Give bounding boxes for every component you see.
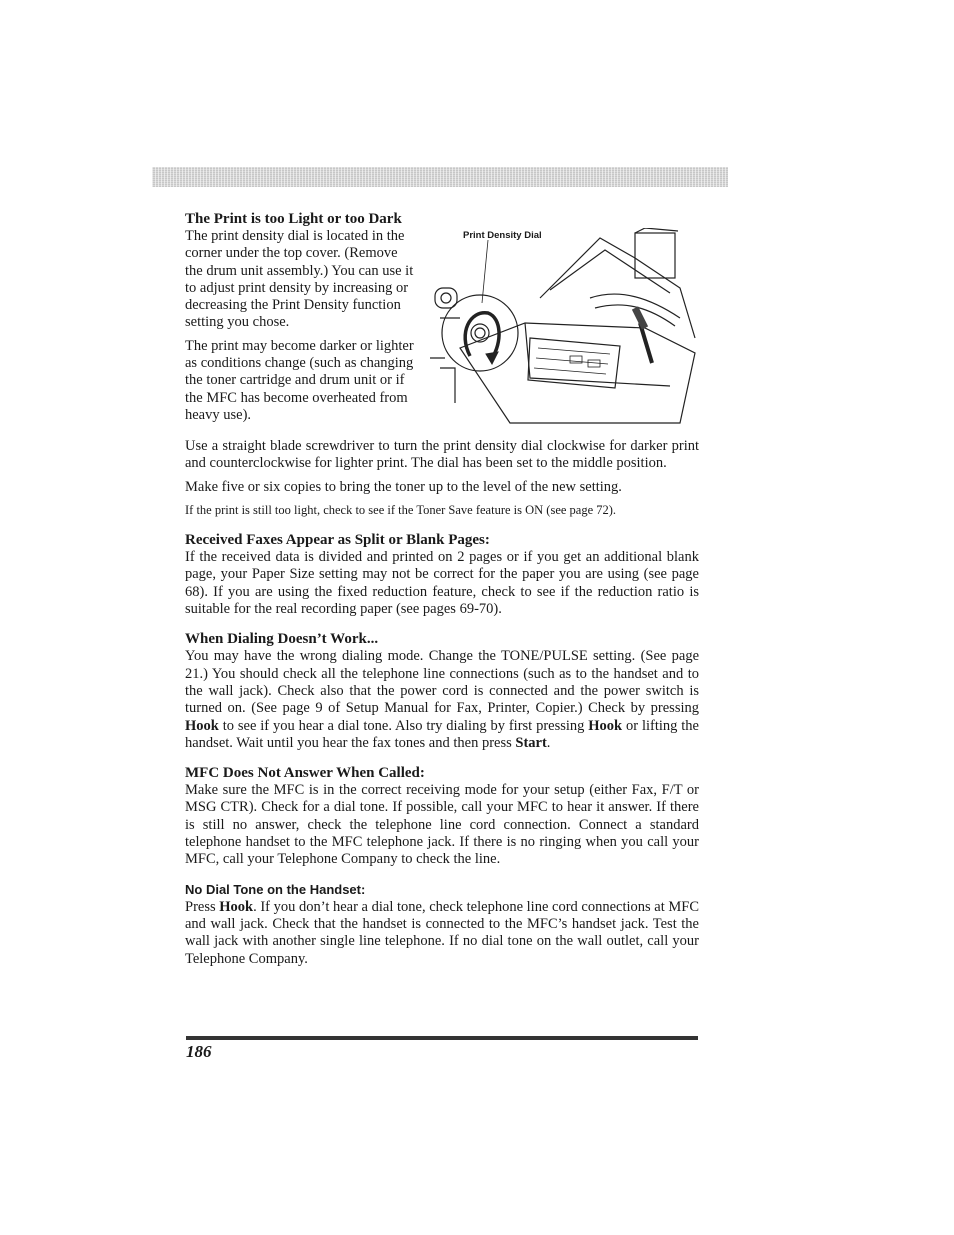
instruction-paragraph: Use a straight blade screwdriver to turn the print density dial clockwise for darker print and counterclockwise for lighter print. The dial has been set to the middle position. [185, 438, 699, 472]
dialing-text-1: You may have the wrong dialing mode. Change the TONE/PULSE setting. (See page 21.) You should check all the telephone line connections (such as to the handset and to the wall jack). Check also that the power cord is connected and the power switch is turned on. (See page 9 of Setup Manual for Fax, Printer, Copier.) Check by pressing [185, 648, 699, 717]
received-faxes-paragraph: If the received data is divided and printed on 2 pages or if you get an additional blank page, your Paper Size setting may not be correct for the paper you are using (see page 68). If you are using the fixed reduction feature, check to see if the reduction ratio is suitable for the real recording paper (see pages 69-70). [185, 549, 699, 618]
heading-mfc-answer: MFC Does Not Answer When Called: [185, 765, 425, 782]
dialing-text-4: . [546, 734, 551, 751]
heading-print-density: The Print is too Light or too Dark [185, 211, 402, 227]
print-density-figure [430, 228, 705, 428]
hook-key-3: Hook [219, 898, 254, 915]
heading-no-dial-tone: No Dial Tone on the Handset: [185, 881, 366, 897]
copies-paragraph: Make five or six copies to bring the toner up to the level of the new setting. [185, 478, 622, 495]
no-dial-tone-text-1: Press [185, 898, 220, 915]
intro-column [185, 210, 417, 424]
figure-label: Print Density Dial [463, 230, 542, 241]
no-dial-tone-paragraph [185, 899, 699, 968]
hook-key-2: Hook [588, 717, 623, 734]
print-density-section [185, 210, 699, 450]
toner-save-paragraph: If the print is still too light, check to see if the Toner Save feature is ON (see page 72). [185, 502, 617, 517]
start-key: Start [515, 734, 547, 751]
no-dial-tone-text-2: . If you don’t hear a dial tone, check telephone line cord connections at MFC and wall jack. Check that the handset is connected to the MFC’s handset jack. Test the wall jack with another single line telephone. If no dial tone on the wall outlet, call your Telephone Company. [185, 898, 699, 967]
dialing-text-2: to see if you hear a dial tone. Also try dialing by first pressing [218, 717, 589, 734]
page-number: 186 [186, 1042, 212, 1061]
mfc-illustration [430, 228, 705, 428]
mfc-answer-paragraph: Make sure the MFC is in the correct receiving mode for your setup (either Fax, F/T or MSG CTR). Check for a dial tone. If possible, call your MFC to hear it answer. If there is still no answer, check the telephone line cord connection. Connect a standard telephone handset to the MFC telephone jack. If there is no ringing when you call your MFC, call your Telephone Company to check the line. [185, 782, 699, 868]
footer-rule [186, 1036, 698, 1040]
header-band [152, 167, 728, 187]
dialing-paragraph [185, 648, 699, 752]
intro-paragraph-2: The print may become darker or lighter as conditions change (such as changing the toner cartridge and drum unit or if the MFC has become overheated from heavy use). [185, 337, 414, 423]
page-content [185, 210, 699, 968]
intro-paragraph-1: The print density dial is located in the corner under the top cover. (Remove the drum unit assembly.) You can use it to adjust print density by increasing or decreasing the Print Density function setting you chose. [185, 228, 414, 331]
heading-dialing: When Dialing Doesn’t Work... [185, 631, 379, 648]
hook-key-1: Hook [185, 717, 219, 734]
heading-received-faxes: Received Faxes Appear as Split or Blank Pages: [185, 532, 490, 549]
dialing-text-3: or lifting the handset. Wait until you hear the fax tones and then press [185, 717, 699, 751]
